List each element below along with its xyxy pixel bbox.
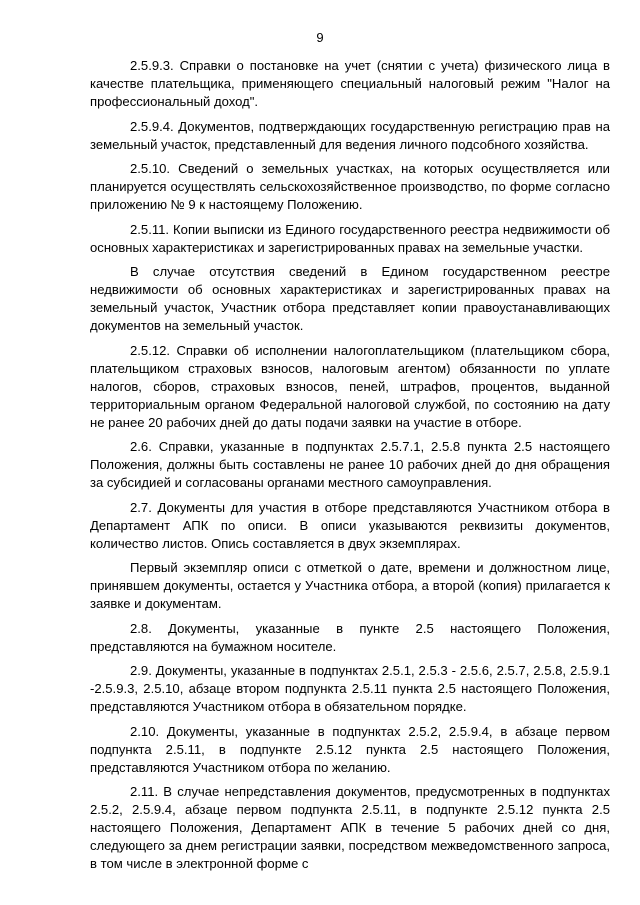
paragraph-2-7-first-copy: Первый экземпляр описи с отметкой о дате, времени и должностном лице, принявшем документы, остается у Участника отбора, а второй (копия) прилагается к заявке и документам. [90,560,610,611]
paragraph-2-7: 2.7. Документы для участия в отборе представляются Участником отбора в Департамент АПК по описи. В описи указываются реквизиты документов, количество листов. Опись составляется в двух экземплярах. [90,499,610,551]
paragraph-2-6: 2.6. Справки, указанные в подпунктах 2.5.7.1, 2.5.8 пункта 2.5 настоящего Положения, должны быть составлены не ранее 10 рабочих дней до дня обращения за субсидией и согласованы органами местного самоуправления. [90,439,610,490]
paragraph-2-5-9-3: 2.5.9.3. Справки о постановке на учет (снятии с учета) физического лица в качестве плательщика, применяющего специальный налоговый режим "Налог на профессиональный доход". [90,58,610,109]
paragraph-2-5-11-absent-info: В случае отсутствия сведений в Едином государственном реестре недвижимости об основных характеристиках и зарегистрированных правах на земельный участок, Участник отбора представляет копии правоустанавливающих документов на земельный участок. [90,264,610,333]
paragraph-2-5-10: 2.5.10. Сведений о земельных участках, на которых осуществляется или планируется осуществлять сельскохозяйственное производство, по форме согласно приложению № 9 к настоящему Положению. [90,161,610,212]
paragraph-2-9: 2.9. Документы, указанные в подпунктах 2.5.1, 2.5.3 - 2.5.6, 2.5.7, 2.5.8, 2.5.9.1 -2.5.9.3, 2.5.10, абзаце втором подпункта 2.5.11 пункта 2.5 настоящего Положения, представляются Участником отбора в обязательном порядке. [90,663,610,714]
page-number: 9 [316,30,324,45]
document-body [90,57,610,880]
paragraph-2-11: 2.11. В случае непредставления документов, предусмотренных в подпунктах 2.5.2, 2.5.9.4, абзаце первом подпункта 2.5.11, в подпункте 2.5.12 пункта 2.5 настоящего Положения, Департамент АПК в течение 5 рабочих дней со дня, следующего за днем регистрации заявки, посредством межведомственного запроса, в том числе в электронной форме с [90,784,610,871]
paragraph-2-5-12: 2.5.12. Справки об исполнении налогоплательщиком (плательщиком сбора, плательщиком страховых взносов, налоговым агентом) обязанности по уплате налогов, сборов, страховых взносов, пеней, штрафов, процентов, выданной территориальным органом Федеральной налоговой службой, по состоянию на дату не ранее 20 рабочих дней до даты подачи заявки на участие в отборе. [90,342,610,430]
paragraph-2-10: 2.10. Документы, указанные в подпунктах 2.5.2, 2.5.9.4, в абзаце первом подпункта 2.5.11, в подпункте 2.5.12 пункта 2.5 настоящего Положения, представляются Участником отбора по желанию. [90,723,610,775]
paragraph-2-8: 2.8. Документы, указанные в пункте 2.5 настоящего Положения, представляются на бумажном носителе. [90,620,610,654]
paragraph-2-5-11: 2.5.11. Копии выписки из Единого государственного реестра недвижимости об основных характеристиках и зарегистрированных правах на земельные участки. [90,221,610,255]
paragraph-2-5-9-4: 2.5.9.4. Документов, подтверждающих государственную регистрацию прав на земельный участок, представленный для ведения личного подсобного хозяйства. [90,118,610,152]
